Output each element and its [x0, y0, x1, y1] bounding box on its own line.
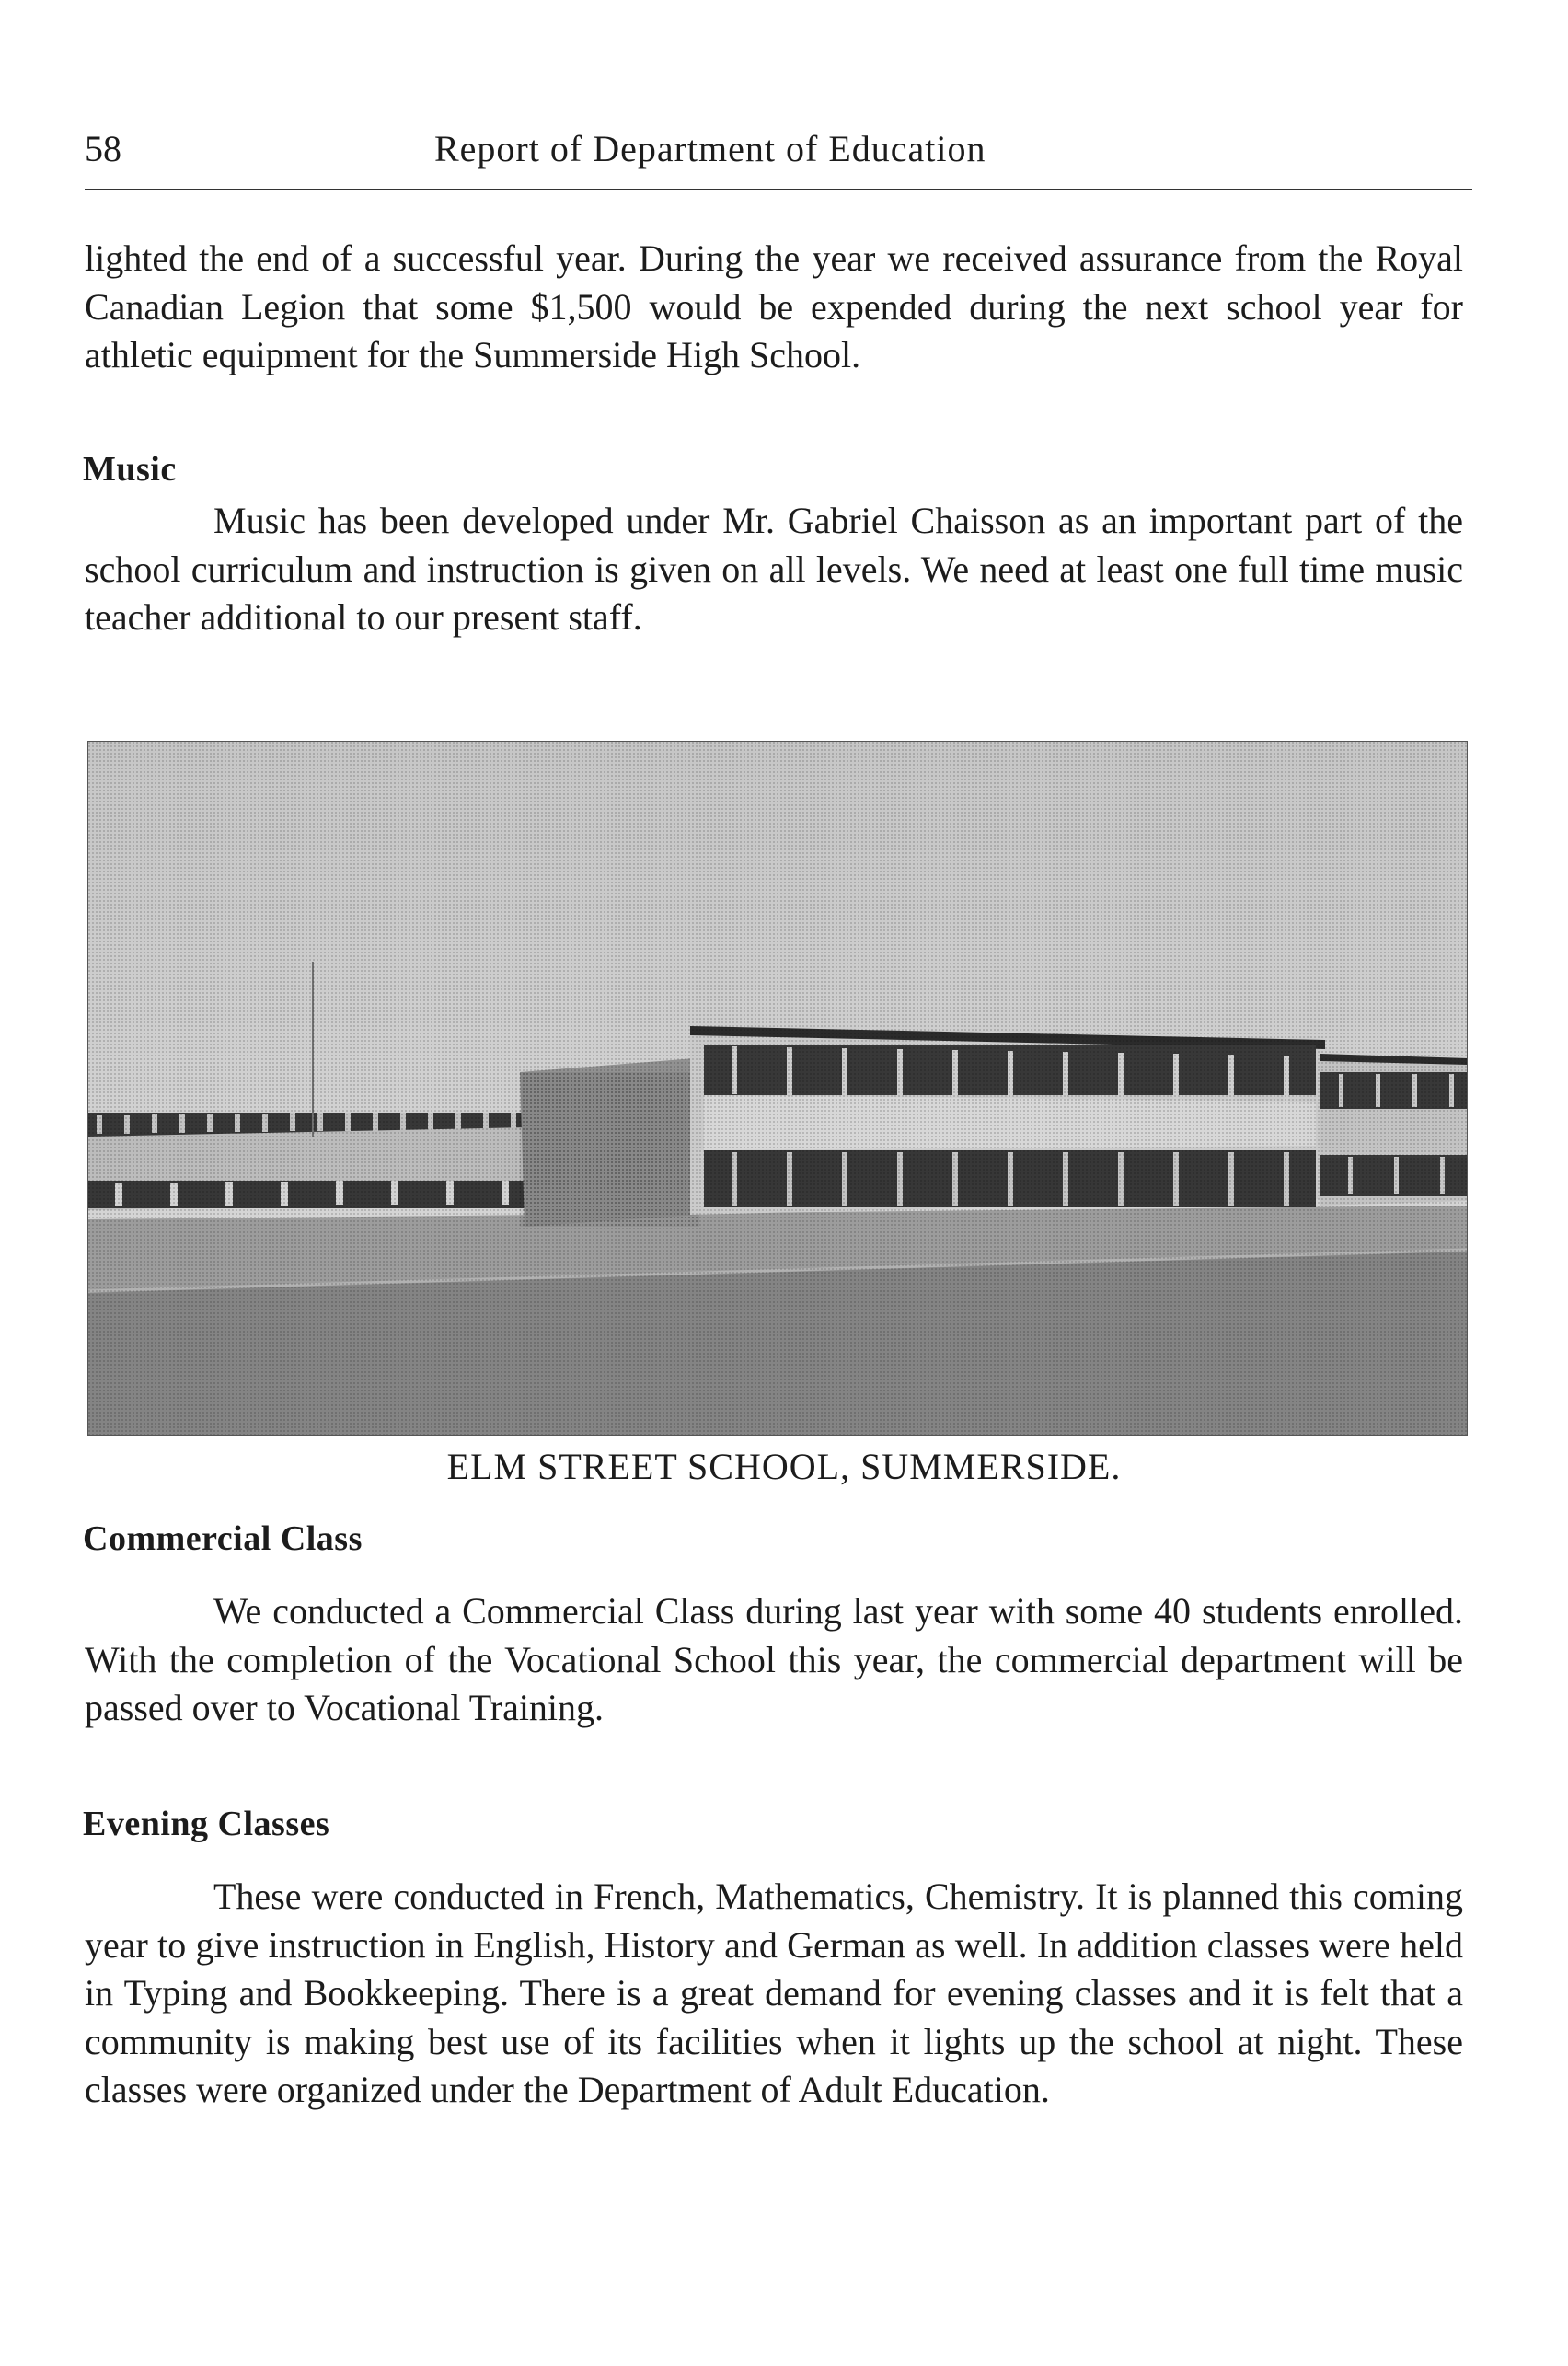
evening-heading: Evening Classes [83, 1805, 330, 1843]
header-rule [85, 189, 1472, 190]
page-header [85, 118, 1472, 182]
running-title: Report of Department of Education [434, 128, 986, 169]
page-number: 58 [85, 128, 121, 169]
commercial-heading: Commercial Class [83, 1519, 363, 1558]
school-photo [87, 741, 1468, 1436]
intro-paragraph: lighted the end of a successful year. During the year we received assurance from the Royal Canadian Legion that some $1,500 would be expended during the next school year for athletic equipment for the Summerside High School. [85, 237, 1463, 375]
commercial-paragraph: We conducted a Commercial Class during last year with some 40 students enrolled. With the completion of the Vocational School this year, the commercial department will be passed over to Vocational Training. [85, 1590, 1463, 1728]
music-paragraph: Music has been developed under Mr. Gabriel Chaisson as an important part of the school curriculum and instruction is given on all levels. We need at least one full time music teacher additional to our present staff. [85, 500, 1463, 638]
music-heading: Music [83, 450, 177, 489]
photo-caption: ELM STREET SCHOOL, SUMMERSIDE. [446, 1446, 1122, 1487]
evening-paragraph: These were conducted in French, Mathematics, Chemistry. It is planned this coming year to give instruction in English, History and German as well. In addition classes were held in Typing and Bookkeeping. There is a great demand for evening classes and it is felt that a community is making best use of its facilities when it lights up the school at night. These classes were organized under the Department of Adult Education. [85, 1875, 1463, 2110]
